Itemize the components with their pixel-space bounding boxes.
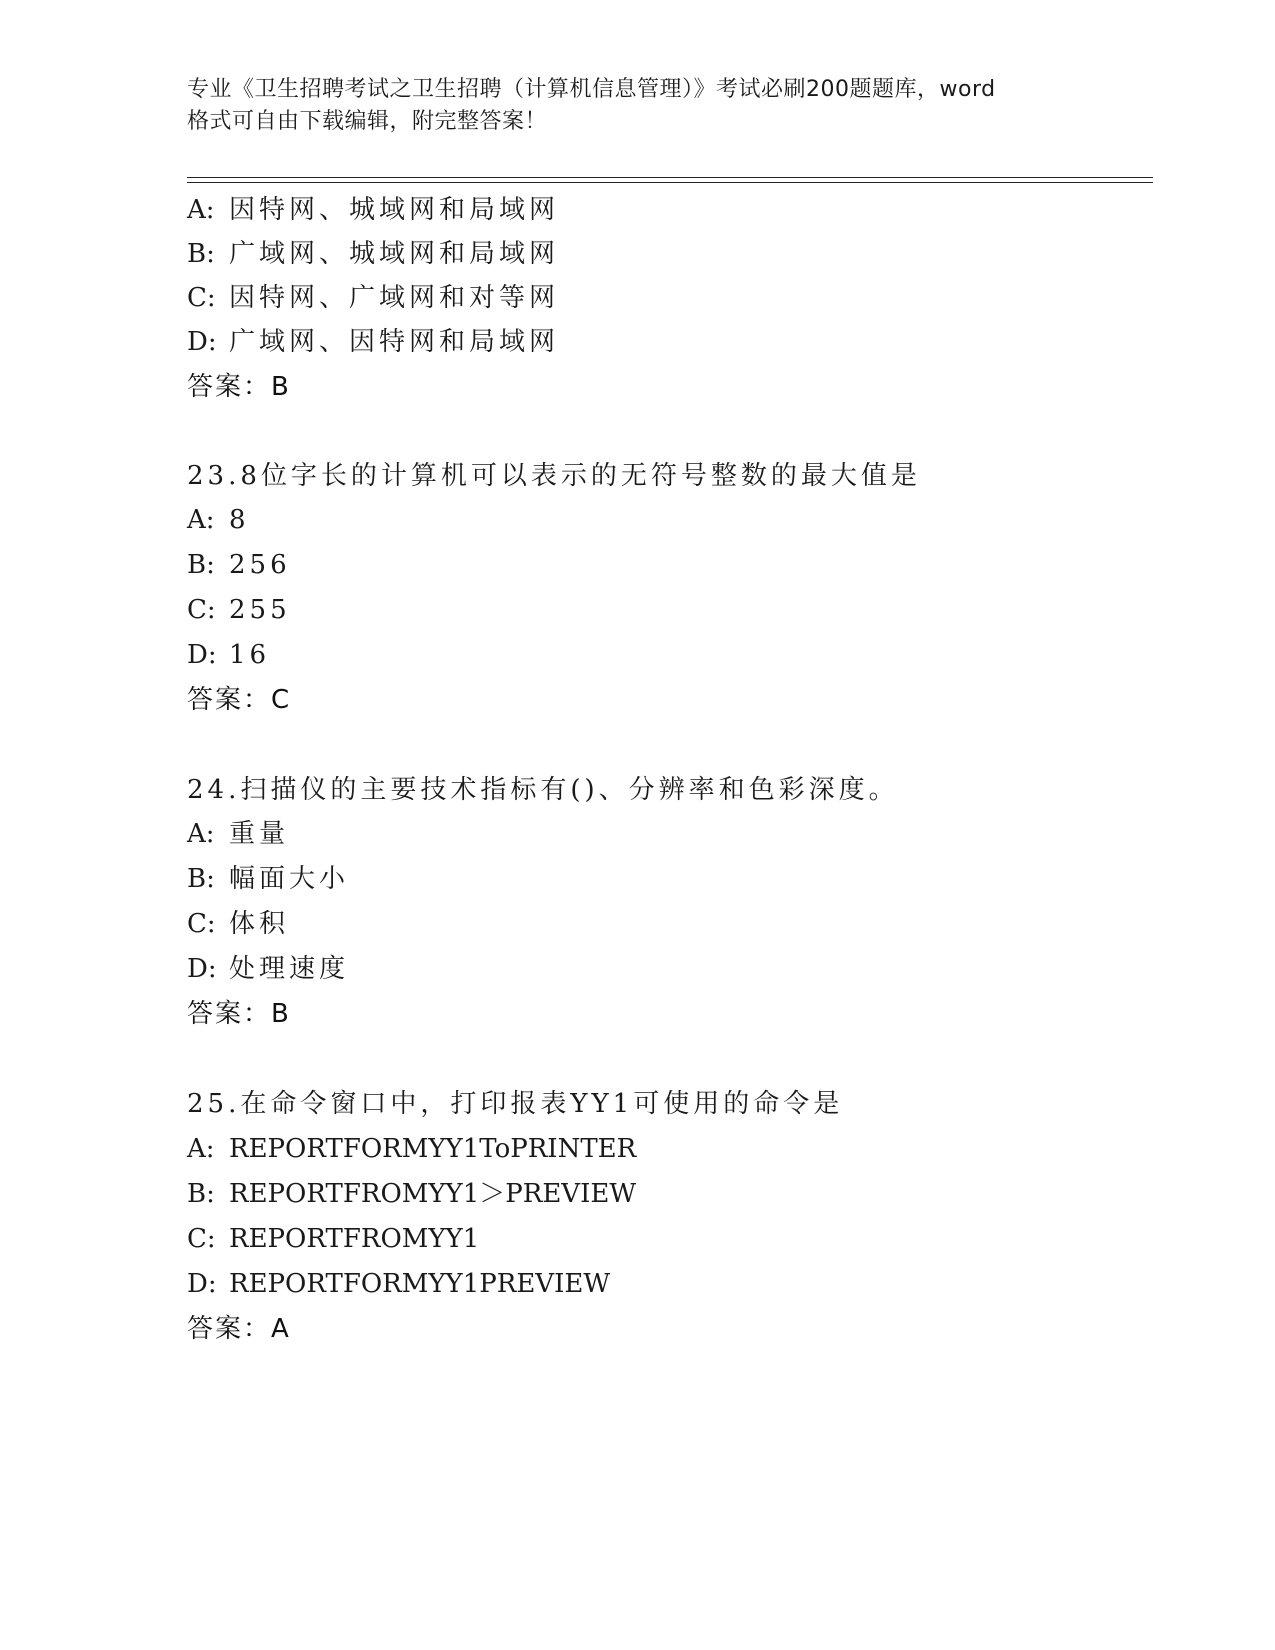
option-label: A:: [187, 505, 215, 535]
option-label: C:: [187, 1224, 216, 1254]
option-text: 处理速度: [229, 954, 350, 984]
document-header: [187, 74, 1087, 138]
q25-question: 25.在命令窗口中，打印报表YY1可使用的命令是: [187, 1089, 844, 1119]
q22-answer: 答案：B: [187, 372, 291, 402]
option-label: D:: [187, 327, 217, 357]
option-label: C:: [187, 909, 216, 939]
option-label: A:: [187, 819, 215, 849]
q23-question: 23.8位字长的计算机可以表示的无符号整数的最大值是: [187, 461, 921, 491]
q24-option-d: [187, 952, 349, 986]
header-divider-bottom: [187, 182, 1153, 183]
option-label: D:: [187, 640, 217, 670]
option-label: B:: [187, 239, 215, 269]
option-text: 因特网、广域网和对等网: [229, 283, 560, 313]
q23-option-d: [187, 638, 270, 672]
option-label: B:: [187, 550, 215, 580]
q24-question: 24.扫描仪的主要技术指标有()、分辨率和色彩深度。: [187, 775, 899, 805]
q23-option-c: [187, 593, 291, 627]
q24-answer: 答案：B: [187, 999, 291, 1029]
q22-option-c: [187, 281, 559, 315]
q23-answer: 答案：C: [187, 685, 292, 715]
q23-option-b: [187, 548, 291, 582]
option-text: 幅面大小: [229, 864, 350, 894]
option-text: 8: [229, 505, 250, 535]
option-text: 广域网、因特网和局域网: [229, 327, 560, 357]
q25-option-a: [187, 1132, 636, 1166]
option-text: REPORTFORMYY1ToPRINTER: [229, 1134, 637, 1164]
q25-option-b: [187, 1177, 636, 1211]
option-label: B:: [187, 864, 215, 894]
q24-option-a: [187, 817, 289, 851]
option-text: REPORTFORMYY1PREVIEW: [229, 1269, 611, 1299]
q25-option-d: [187, 1267, 610, 1301]
option-label: A:: [187, 195, 215, 225]
q22-option-b: [187, 237, 559, 271]
q25-option-c: [187, 1222, 479, 1256]
q23-option-a: [187, 503, 250, 537]
option-text: 广域网、城域网和局域网: [229, 239, 560, 269]
option-label: C:: [187, 283, 216, 313]
option-label: A:: [187, 1134, 215, 1164]
option-label: C:: [187, 595, 216, 625]
option-text: 重量: [229, 819, 290, 849]
option-text: REPORTFROMYY1: [229, 1224, 480, 1254]
option-text: 体积: [229, 909, 290, 939]
option-text: 因特网、城域网和局域网: [229, 195, 560, 225]
option-text: 256: [229, 550, 291, 580]
option-label: D:: [187, 954, 217, 984]
option-text: 16: [229, 640, 271, 670]
header-line-1: 专业《卫生招聘考试之卫生招聘（计算机信息管理）》考试必刷200题题库，word: [187, 77, 996, 102]
option-text: REPORTFROMYY1＞PREVIEW: [229, 1179, 637, 1209]
header-divider-top: [187, 177, 1153, 178]
q24-option-c: [187, 907, 289, 941]
q22-option-a: [187, 193, 559, 227]
q25-answer: 答案：A: [187, 1314, 291, 1344]
option-label: B:: [187, 1179, 215, 1209]
option-label: D:: [187, 1269, 217, 1299]
q24-option-b: [187, 862, 349, 896]
header-line-2: 格式可自由下载编辑，附完整答案！: [187, 109, 548, 134]
option-text: 255: [229, 595, 291, 625]
q22-option-d: [187, 325, 559, 359]
